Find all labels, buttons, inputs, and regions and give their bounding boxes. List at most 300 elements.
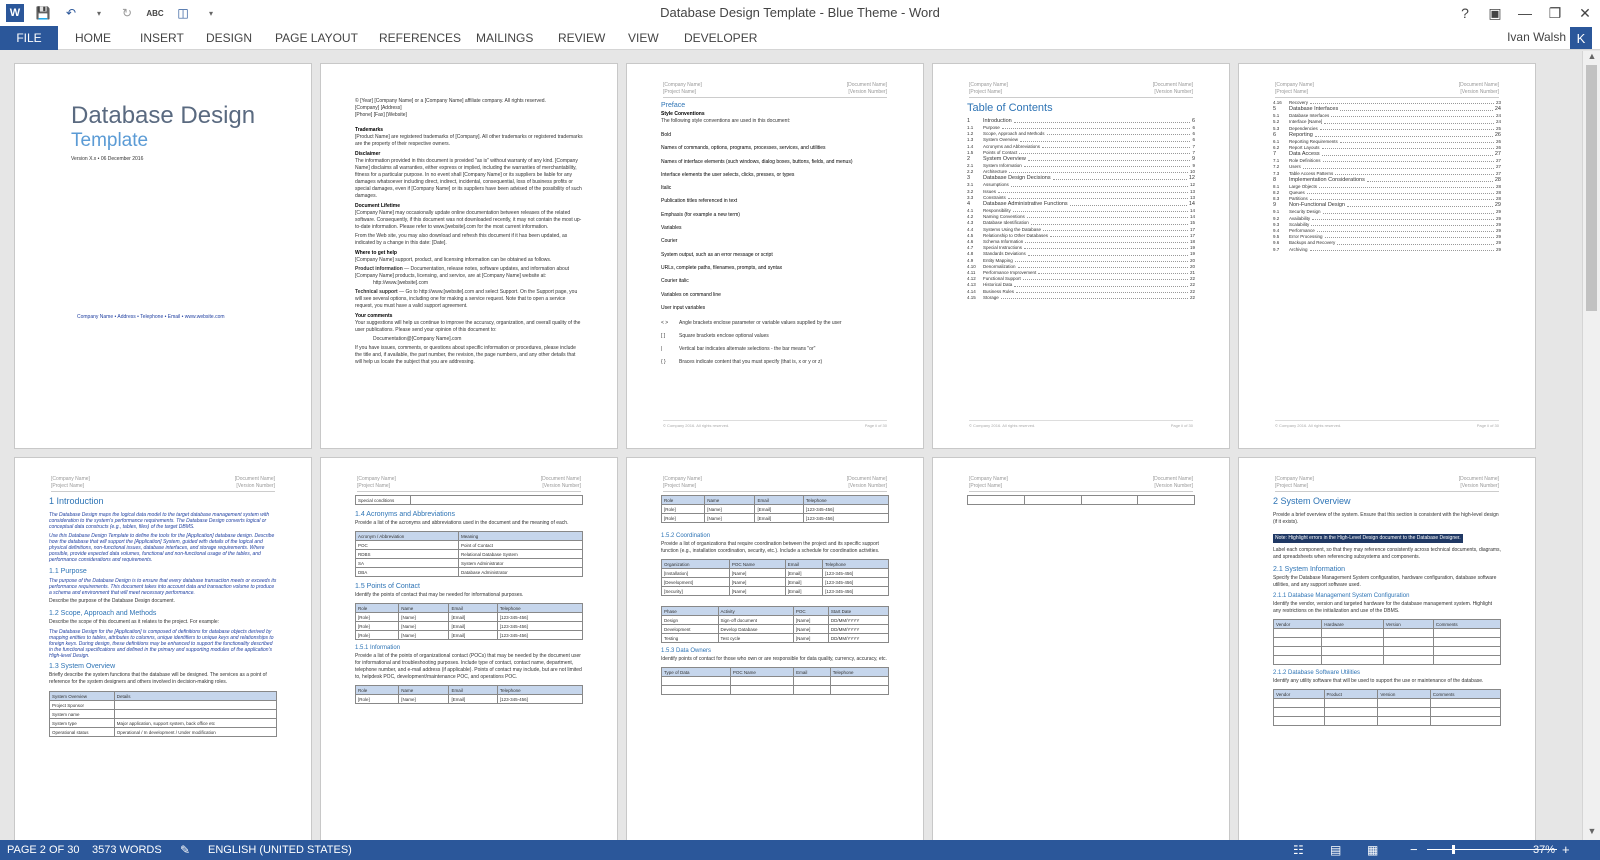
page-header [1275,82,1499,98]
table-cell [1324,717,1378,726]
toc-title: Entity Mapping [983,257,1013,263]
information-paragraph: Provide a list of the points of organizational contact (POCs) that may be needed by the document user for informational and troubleshooting purposes. Include type of contact, contact name, department, telephone number, and e-mail address (if applicable). Points of contact may include, but are not limited to, helpdesk POC, development/maintenance POC, and operations POC. [355,653,582,680]
toc-page: 29 [1495,215,1501,221]
table-row [356,631,583,640]
table-cell: [123-345-456] [497,613,582,622]
toc-leader [1002,125,1191,129]
toc-leader [1310,196,1494,200]
toc-title: Reporting Requirements [1289,138,1338,144]
subsubsection-heading: 2.1.2 Database Software Utilities [1273,670,1361,676]
page-cover[interactable] [14,63,312,449]
toc-number: 3.2 [967,188,974,194]
close-icon[interactable]: ✕ [1579,4,1591,21]
toc-page: 9 [1192,163,1195,169]
toc-number: 4.1 [967,208,974,214]
footer-copyright: © Company 2016. All rights reserved. [969,423,1036,428]
intro-paragraph: Use this Database Design Template to define the tools for the [Application] database design. Describe how the database that will support the [Application] System, guided with details of the logical and physical definitions, non-functional issues, database interfaces, and storage requirements. Where possible, provide expected data volumes, functional and non-functional usage of the tables, and performance considerations and requirements. [49,533,275,563]
tab-developer[interactable]: DEVELOPER [684,31,758,45]
tab-references[interactable]: REFERENCES [379,31,462,45]
page-coordination[interactable] [626,457,924,840]
table-header-cell: Start Date [828,607,888,616]
table-cell: [Development] [662,578,730,587]
toc-number: 2 [967,156,971,163]
toc-title: Security Design [1289,209,1321,215]
toc-number: 4.9 [967,257,974,263]
toc-number: 4.10 [967,263,976,269]
table-row [1274,647,1501,656]
toc-page: 9 [1191,156,1195,163]
toc-leader [1310,247,1494,251]
toc-number: 4.6 [967,239,974,245]
table-header-cell: Acronym / Abbreviation [356,532,459,541]
utilities-paragraph: Identify any utility software that will be used to support the use or maintenance of the database. [1273,678,1484,684]
style-convention-item: Publication titles referenced in text [661,198,738,205]
window-title: Database Design Template - Blue Theme - Word [660,5,940,20]
table-row [1274,699,1501,708]
page-toc-continued[interactable] [1238,63,1536,449]
table-cell: [Name] [705,514,755,523]
web-layout-icon[interactable]: ▦ [1367,843,1379,857]
toc-title: Acronyms and Abbreviations [983,143,1041,149]
page-acronyms[interactable] [320,457,618,840]
toc-page: 17 [1189,226,1195,232]
page-blank-table[interactable] [932,457,1230,840]
table-cell: [123-345-456] [497,631,582,640]
toc-page: 22 [1189,294,1195,300]
toc-leader [1014,118,1190,123]
toc-number: 8 [1273,176,1277,183]
toc-page: 22 [1189,276,1195,282]
table-cell: POC [356,541,459,550]
toc-number: 4.4 [967,226,974,232]
table-cell [1081,496,1138,505]
toc-title: Database Interfaces [1289,113,1330,119]
table-cell [1378,708,1430,717]
word-count[interactable]: 3573 WORDS [92,844,162,856]
toc-number: 4.5 [967,232,974,238]
tab-design[interactable]: DESIGN [206,31,253,45]
language-indicator[interactable]: ENGLISH (UNITED STATES) [208,844,352,856]
footer-page-number: Page ii of 30 [1476,423,1499,428]
header-company: [Company Name] [969,82,1008,88]
header-project: [Project Name] [357,483,391,489]
header-document: [Document Name] [1458,476,1499,482]
page-copyright[interactable] [320,63,618,449]
toc-page: 20 [1189,257,1195,263]
table-row [662,686,889,695]
symbol: { } [661,359,666,366]
redo-icon[interactable]: ↻ [121,6,133,20]
toc-entry[interactable] [1273,106,1501,113]
toc-page: 15 [1189,220,1195,226]
header-version: [Version Number] [236,483,275,489]
table-row [50,719,277,728]
toc-number: 4.7 [967,245,974,251]
toc-page: 28 [1495,190,1501,196]
toc-page: 20 [1189,263,1195,269]
toc-entry[interactable] [1273,132,1501,139]
dbms-paragraph: Identify the vendor, version and targeted hardware for the database management system. Highlight any restrictions on the initialization and use of the DBMS. [1273,601,1493,614]
table-cell: System Administrator [458,559,582,568]
table-cell: [Name] [793,616,828,625]
toc-leader [1047,131,1191,135]
header-version: [Version Number] [542,483,581,489]
toc-page: 17 [1189,232,1195,238]
acronyms-body [355,495,583,704]
toc-leader [1335,171,1494,175]
toc-entry[interactable] [967,118,1195,125]
window-controls [1450,0,1600,26]
zoom-level[interactable]: 37% [1533,844,1556,856]
table-cell [1274,647,1322,656]
toc-number: 1.2 [967,131,974,137]
toc-leader [1310,100,1494,104]
table-cell: System type [50,719,115,728]
print-layout-icon[interactable]: ▤ [1330,843,1342,857]
undo-dropdown-icon[interactable]: ▾ [96,8,101,18]
toc-page: 29 [1495,234,1501,240]
toc-leader [1001,295,1188,299]
table-cell: [Name] [793,634,828,643]
header-company: [Company Name] [663,476,702,482]
page-header [51,476,275,492]
page-introduction[interactable] [14,457,312,840]
toc-title: Performance [1289,228,1315,234]
zoom-slider-handle[interactable] [1452,845,1455,854]
tab-view[interactable]: VIEW [628,31,659,45]
header-company: [Company Name] [51,476,90,482]
table-header-cell: Role [356,686,399,695]
page-header [663,476,887,492]
toc-page: 24 [1494,106,1501,113]
table-cell [114,710,276,719]
toc-number: 2.2 [967,169,974,175]
toc-number: 5 [1273,106,1277,113]
acronyms-table [355,531,583,577]
toc-page: 26 [1495,138,1501,144]
toc-page: 21 [1189,270,1195,276]
tech-support-heading: Technical support [355,289,398,295]
style-convention-item: Variables on command line [661,291,721,298]
table-cell: DBA [356,568,459,577]
table-header-cell: Version [1383,620,1433,629]
minimize-icon[interactable]: — [1518,5,1532,21]
proofing-icon[interactable]: ✎ [180,843,191,857]
header-version: [Version Number] [1460,483,1499,489]
table-cell: DD/MM/YYYY [828,616,888,625]
toc-leader [1323,158,1494,162]
help-heading: Where to get help [355,250,397,256]
acronyms-paragraph: Provide a list of the acronyms and abbreviations used in the document and the meaning of each. [355,520,569,526]
preface-title: Preface [661,102,686,109]
undo-icon[interactable]: ↶ [65,6,77,20]
customize-qat-icon[interactable]: ▾ [208,8,213,18]
toc-title: Constraints [983,194,1006,200]
toc-title: Reporting [1289,131,1313,138]
ribbon-display-icon[interactable]: ▣ [1488,4,1502,21]
toc-number: 4.11 [967,270,976,276]
tab-mailings[interactable]: MAILINGS [476,31,534,45]
toc-leader [1319,184,1494,188]
table-header-cell: Comments [1433,620,1500,629]
table-cell: [Name] [729,578,785,587]
highlight-note: Note: Highlight errors in the High-Level Design document to the Database Designer. [1275,535,1461,541]
table-cell: [Role] [356,622,399,631]
toc-title: Issues [983,188,997,194]
user-name[interactable]: Ivan Walsh [1507,30,1566,44]
header-project: [Project Name] [969,483,1003,489]
toc-title: Purpose [983,125,1000,130]
toc-entry[interactable] [967,201,1195,208]
toc-leader [1024,163,1191,167]
toc-entry[interactable] [1273,177,1501,184]
toc-leader [1028,156,1190,161]
toc-leader [1323,209,1494,213]
document-area[interactable] [0,51,1582,840]
table-cell [1322,638,1383,647]
symbol-row [661,330,889,343]
read-mode-icon[interactable]: ☷ [1293,843,1304,857]
toc-title: Relationship to Other Databases [983,232,1049,238]
zoom-in-icon[interactable]: + [1562,842,1570,857]
footer-page-number: Page ii of 30 [1170,423,1193,428]
toc-body-continued [1273,100,1501,253]
toc-entry[interactable] [1273,247,1501,253]
table-row [50,701,277,710]
table-cell: [Email] [785,587,822,596]
tab-file[interactable]: FILE [0,26,58,50]
symbol: [ ] [661,333,666,340]
section-heading: 1 Introduction [49,496,104,506]
symbol-description: Angle brackets enclose parameter or variable values supplied by the user [679,320,842,327]
table-cell: [Email] [785,578,822,587]
toc-title: Introduction [983,118,1012,124]
toc-page: 6 [1192,131,1195,137]
toc-title: Functional Support [983,276,1021,282]
toc-page: 14 [1189,208,1195,214]
product-heading: Product information [355,266,403,272]
table-header-cell: POC [793,607,828,616]
table-cell [1274,638,1322,647]
toc-entry[interactable] [1273,202,1501,209]
table-cell [1430,708,1500,717]
toc-list [967,118,1195,301]
toc-title: Table of Contents [967,102,1053,114]
trademarks-text: [Product Name] are registered trademarks of [Company]. All other trademarks or registered trademarks are the property of their respective owners. [355,134,583,147]
table-cell [1378,699,1430,708]
toc-number: 1.1 [967,125,974,130]
header-version: [Version Number] [1154,483,1193,489]
toc-title: Database Identification [983,220,1029,226]
tab-insert[interactable]: INSERT [140,31,184,45]
table-cell [1322,656,1383,665]
table-header-cell: Telephone [803,496,888,505]
table-row [662,616,889,625]
header-company: [Company Name] [357,476,396,482]
tab-page-layout[interactable]: PAGE LAYOUT [275,31,358,45]
table-row [50,710,277,719]
address-line: [Company] [Address] [355,105,402,111]
table-header-cell: Email [449,686,497,695]
toc-title: Data Access [1289,151,1320,158]
continued-table [967,495,1195,505]
table-cell: Sign-off document [718,616,793,625]
table-cell [1322,647,1383,656]
toc-entry[interactable] [1273,151,1501,158]
header-project: [Project Name] [663,89,697,95]
ribbon-tabs [0,26,1600,50]
page-count[interactable]: PAGE 2 OF 30 [7,844,80,856]
toc-leader [1325,234,1494,238]
toc-number: 9.6 [1273,240,1280,246]
table-row [1274,708,1501,717]
table-cell [968,496,1025,505]
toc-title: Database Design Decisions [983,175,1051,182]
table-header-cell: Telephone [830,668,888,677]
toc-body [967,102,1195,301]
toc-number: 4 [967,201,971,208]
toc-title: Points of Contact [983,149,1018,155]
toc-page: 22 [1189,288,1195,294]
header-project: [Project Name] [1275,483,1309,489]
toc-title: Denormalization [983,263,1016,269]
toc-number: 3 [967,175,971,182]
section-heading: 2 System Overview [1273,496,1351,506]
toc-leader [1050,233,1188,237]
page-system-overview[interactable] [1238,457,1536,840]
toc-leader [1312,216,1494,220]
table-header-cell: Hardware [1322,620,1383,629]
table-row [662,505,889,514]
table-cell: Relational Database System [458,550,582,559]
purpose-note: Describe the purpose of the Database Design document. [49,598,175,604]
toc-list-continued [1273,100,1501,253]
table-cell: [Installation] [662,569,730,578]
table-cell [1024,496,1081,505]
table-row [356,613,583,622]
spelling-icon[interactable]: ABC [146,8,164,18]
table-row [50,728,277,737]
comments-text: Your suggestions will help us continue to improve the accuracy, organization, and overall quality of the user publications. Please send your opinion of this document to: [355,320,581,333]
toc-leader [1322,145,1494,149]
table-cell: [Email] [449,613,497,622]
information-table [355,685,583,704]
toc-page: 26 [1495,145,1501,151]
toc-page: 28 [1494,176,1501,183]
page-header [969,476,1193,492]
cover-company: Company Name • Address • Telephone • Email • www.website.com [77,314,225,320]
toc-leader [1023,276,1188,280]
toc-page: 14 [1189,214,1195,220]
style-convention-item: User input variables [661,304,706,311]
title-bar [0,0,1600,26]
table-cell: [123-345-456] [497,695,582,704]
style-convention-item: Names of commands, options, programs, processes, services, and utilities [661,145,826,152]
toc-leader [1367,177,1493,182]
toc-leader [1311,222,1494,226]
page-toc[interactable] [932,63,1230,449]
style-convention-item: System output, such as an error message or script [661,251,773,258]
intro-paragraph: The Database Design maps the logical data model to the target database management system with consideration to the system's performance requirements. The Database Design converts logical or conceptual data constructs (e.g., tables, files) of the target DBMS. [49,512,270,530]
phase-table [661,606,889,643]
toc-number: 6 [1273,131,1277,138]
header-document: [Document Name] [846,476,887,482]
table-header-cell: System Overview [50,692,115,701]
table-cell [1274,708,1325,717]
table-cell: Development [662,625,719,634]
toc-leader [1016,289,1188,293]
table-cell [1383,647,1433,656]
footer-copyright: © Company 2016. All rights reserved. [663,423,730,428]
status-bar [0,840,1600,860]
toc-number: 7.2 [1273,164,1280,170]
toc-entry[interactable] [967,295,1195,301]
restore-icon[interactable]: ❐ [1548,4,1562,21]
header-company: [Company Name] [1275,476,1314,482]
help-icon[interactable]: ? [1461,5,1469,21]
toc-page: 29 [1495,221,1501,227]
vertical-scrollbar[interactable] [1582,51,1600,840]
table-cell: [Name] [729,569,785,578]
table-cell: [Name] [399,631,449,640]
purpose-paragraph: The purpose of the Database Design is to ensure that every database transaction meets or exceeds its performance requirements. This document takes into account data and transaction volume to produce a schema and environment that will meet necessary performance. [49,578,277,596]
toc-leader [1013,208,1188,212]
table-cell [794,677,831,686]
software-utilities-table [1273,689,1501,726]
toc-number: 8.3 [1273,196,1280,202]
toc-leader [1315,132,1493,137]
template-icon[interactable]: ◫ [177,6,189,20]
table-cell: [Role] [356,631,399,640]
toc-entry[interactable] [967,175,1195,182]
table-cell: Database Administrator [458,568,582,577]
toc-title: Standards Deviations [983,251,1026,257]
header-version: [Version Number] [1154,89,1193,95]
toc-title: Schema Information [983,239,1024,245]
tab-review[interactable]: REVIEW [558,31,606,45]
system-overview-body [1273,496,1501,726]
avatar[interactable]: K [1570,27,1592,49]
style-convention-item: Courier italic [661,278,689,285]
table-header-cell: POC Name [730,668,793,677]
role-table [661,495,889,523]
toc-entry[interactable] [967,156,1195,163]
toc-number: 9.3 [1273,221,1280,227]
header-project: [Project Name] [969,89,1003,95]
table-cell: [Role] [662,514,705,523]
scroll-down-icon[interactable]: ▼ [1587,826,1597,836]
scrollbar-thumb[interactable] [1586,65,1597,311]
toc-leader [1042,144,1190,148]
table-cell: Major application, support system, back office etc [114,719,276,728]
zoom-out-icon[interactable]: − [1410,842,1418,857]
page-preface[interactable] [626,63,924,449]
table-cell [1324,699,1378,708]
save-icon[interactable]: 💾 [35,6,51,20]
toc-number: 5.2 [1273,119,1280,125]
tab-home[interactable]: HOME [75,31,111,45]
toc-title: Availability [1289,215,1311,221]
table-header-cell: Telephone [497,686,582,695]
table-cell: System name [50,710,115,719]
scroll-up-icon[interactable]: ▲ [1587,51,1597,61]
toc-leader [1053,175,1187,180]
scope-example: The Database Design for the [Application] is composed of definitions for database objects derived by mapping entities to tables, attributes to columns, unique identifiers to unique keys and relationships to foreign keys. During design, these definitions may be enhanced to support the functionality described in the functional specifications and defined in the primary and supporting modules of the application's High-level Design. [49,629,274,659]
table-cell [1274,717,1325,726]
subsubsection-heading: 1.5.1 Information [355,645,401,651]
toc-page: 14 [1188,201,1195,208]
toc-page: 19 [1189,251,1195,257]
